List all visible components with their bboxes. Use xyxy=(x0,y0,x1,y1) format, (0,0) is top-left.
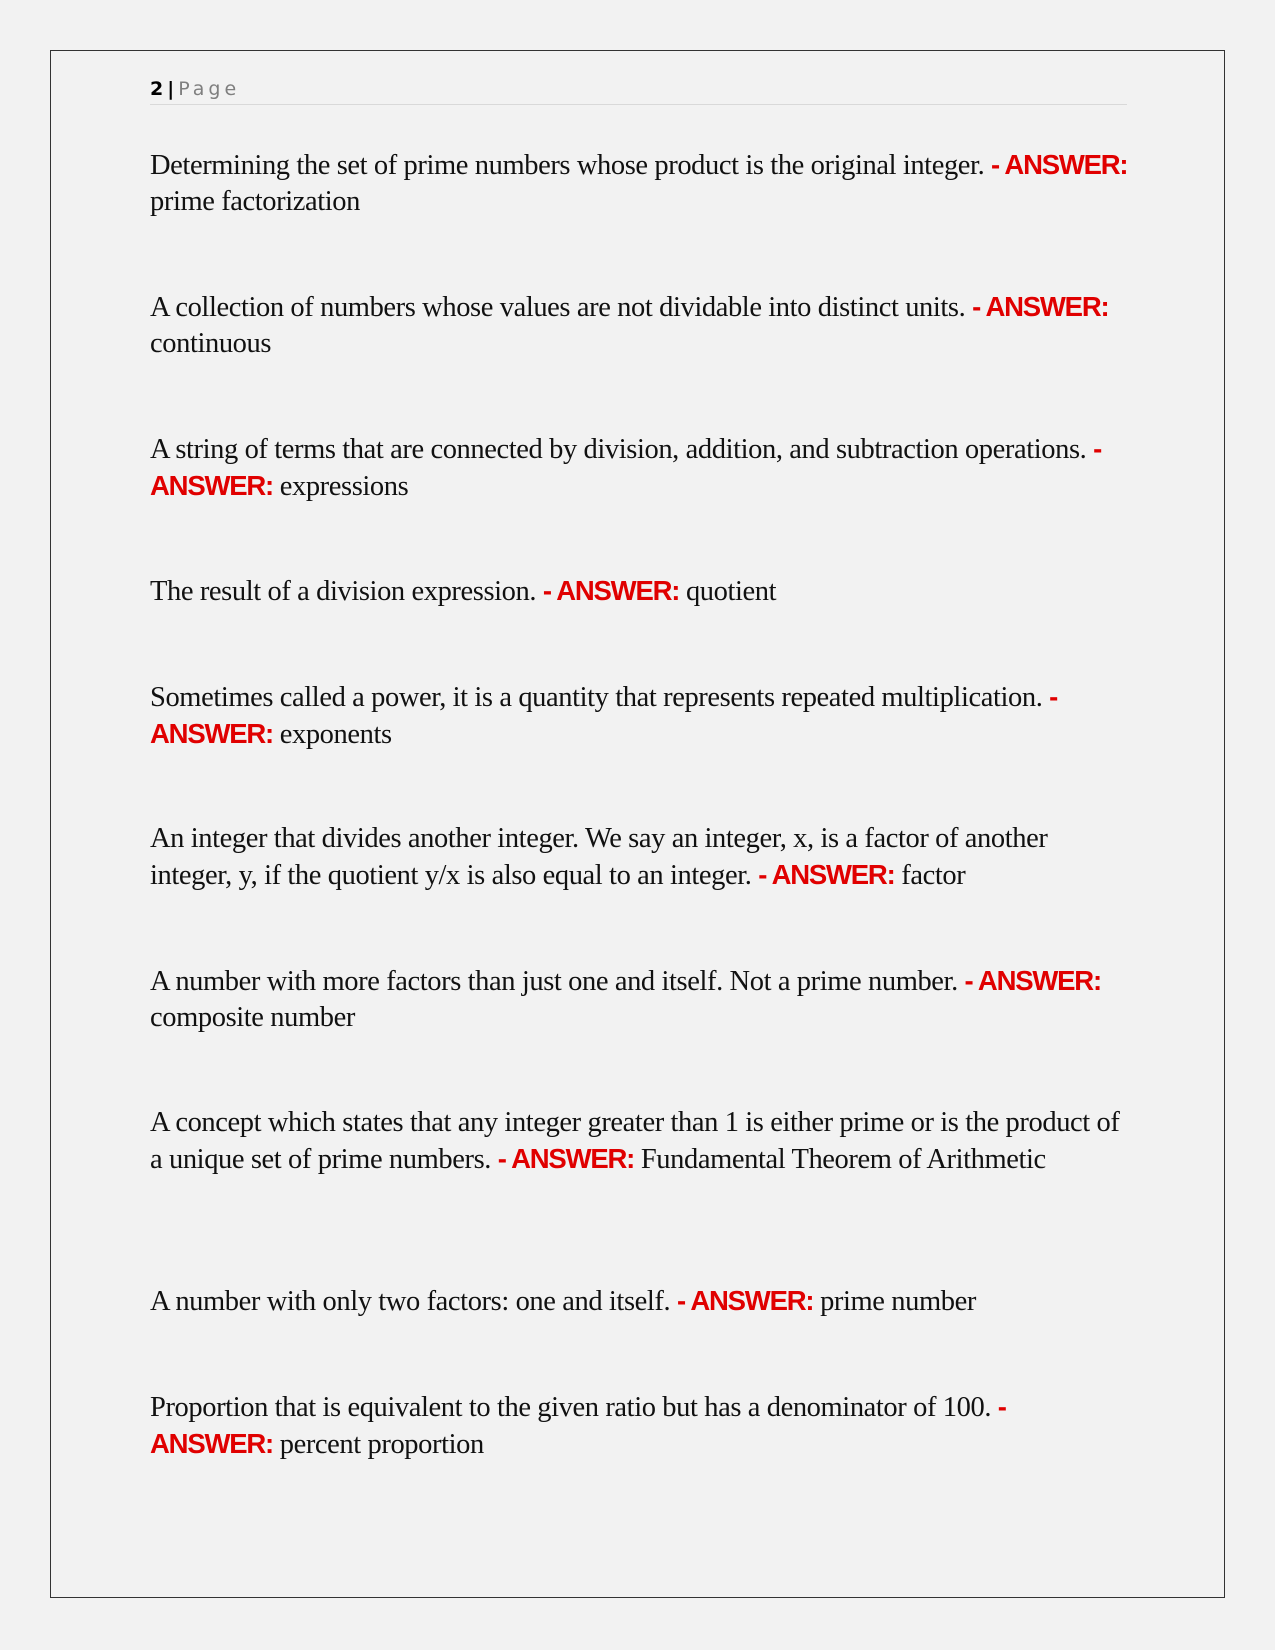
answer-marker: - ANSWER: xyxy=(150,1391,1006,1459)
question-text: A collection of numbers whose values are not dividable into distinct units. xyxy=(150,292,966,323)
answer-text: expressions xyxy=(279,471,409,502)
answer-marker: - ANSWER: xyxy=(150,433,1102,501)
question-text: Determining the set of prime numbers whose product is the original integer. xyxy=(150,150,985,181)
answer-text: prime factorization xyxy=(150,186,361,217)
page-number: 2 xyxy=(150,78,164,100)
answer-marker: - ANSWER: xyxy=(150,681,1058,749)
qa-item xyxy=(150,1283,1130,1320)
qa-item xyxy=(150,573,1130,610)
question-text: Proportion that is equivalent to the given ratio but has a denominator of 100. xyxy=(150,1392,992,1423)
answer-text: exponents xyxy=(279,719,392,750)
question-text: A concept which states that any integer greater than 1 is either prime or is the product of a unique set of prime numbers. xyxy=(150,1107,1120,1175)
qa-item xyxy=(150,963,1130,1036)
answer-marker: - ANSWER: xyxy=(676,1285,814,1316)
answer-marker: - ANSWER: xyxy=(972,291,1109,322)
answer-marker: - ANSWER: xyxy=(542,575,680,606)
qa-item xyxy=(150,1389,1130,1463)
answer-text: quotient xyxy=(685,576,777,607)
answer-text: factor xyxy=(901,860,966,891)
header-separator: | xyxy=(167,78,175,100)
qa-item xyxy=(150,679,1130,753)
answer-text: prime number xyxy=(820,1286,976,1317)
qa-item xyxy=(150,289,1130,362)
qa-item xyxy=(150,1105,1130,1178)
answer-marker: - ANSWER: xyxy=(497,1143,635,1174)
answer-marker: - ANSWER: xyxy=(964,965,1101,996)
question-text: A number with more factors than just one and itself. Not a prime number. xyxy=(150,966,958,997)
page-label: Page xyxy=(178,78,241,100)
question-text: An integer that divides another integer. We say an integer, x, is a factor of another integer, y, if the quotient y/x is also equal to an integer. xyxy=(150,823,1048,891)
answer-text: continuous xyxy=(150,328,272,359)
question-text: A number with only two factors: one and itself. xyxy=(150,1286,671,1317)
question-text: A string of terms that are connected by division, addition, and subtraction operations. xyxy=(150,434,1087,465)
answer-text: Fundamental Theorem of Arithmetic xyxy=(640,1144,1046,1175)
answer-text: composite number xyxy=(150,1002,355,1033)
qa-item xyxy=(150,431,1130,505)
qa-item xyxy=(150,147,1130,220)
page-header xyxy=(150,76,1127,105)
question-text: The result of a division expression. xyxy=(150,576,537,607)
answer-text: percent proportion xyxy=(279,1429,484,1460)
question-text: Sometimes called a power, it is a quantity that represents repeated multiplication. xyxy=(150,682,1043,713)
answer-marker: - ANSWER: xyxy=(991,149,1128,180)
qa-item xyxy=(150,821,1130,894)
answer-marker: - ANSWER: xyxy=(758,859,895,890)
